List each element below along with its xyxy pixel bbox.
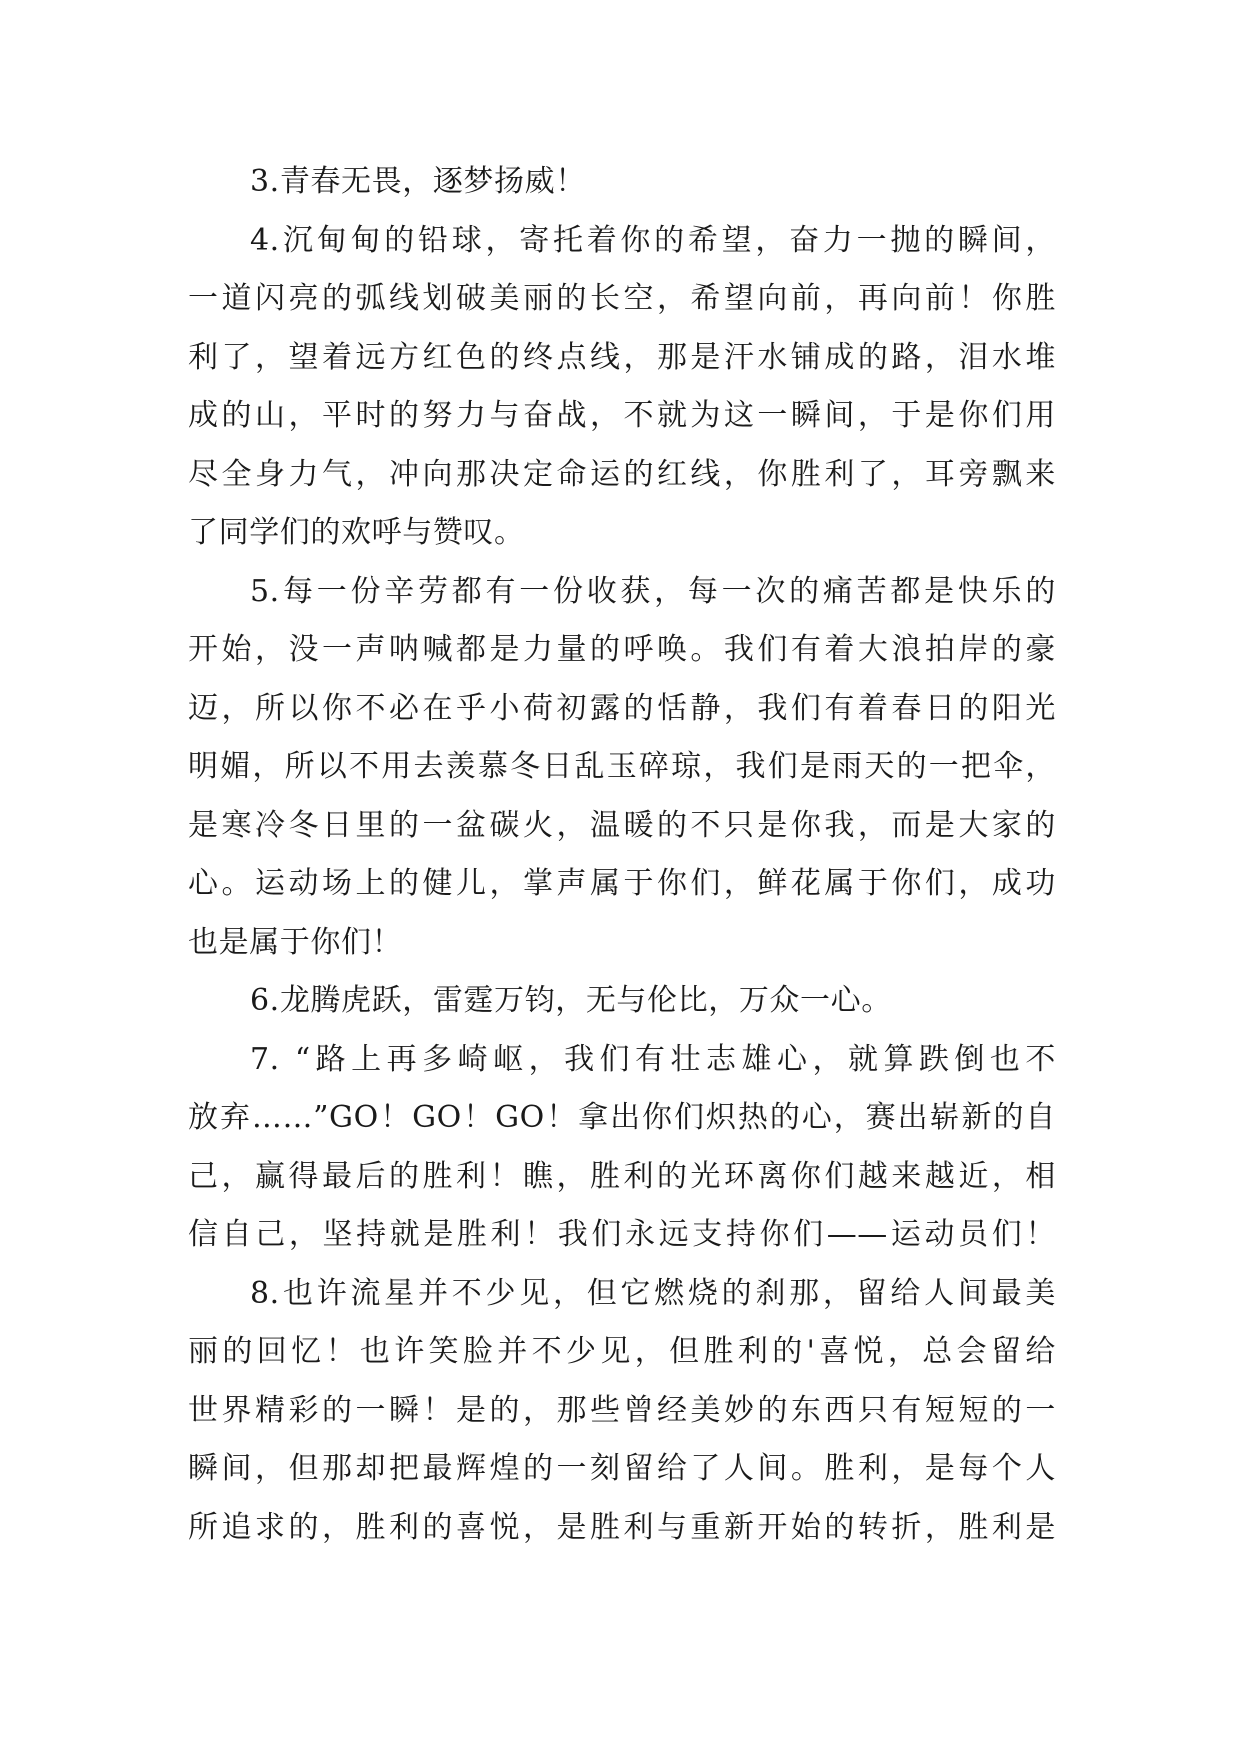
text-line: 3.青春无畏，逐梦扬威！: [250, 164, 586, 199]
text-line: 开始，没一声呐喊都是力量的呼唤。我们有着大浪拍岸的豪: [188, 632, 1056, 667]
paragraph-4: [188, 212, 1056, 563]
text-line: 明媚，所以不用去羡慕冬日乱玉碎琼，我们是雨天的一把伞，: [188, 749, 1056, 784]
text-line: 放弃……”GO！GO！GO！拿出你们炽热的心，赛出崭新的自: [188, 1100, 1056, 1135]
text-line: 是寒冷冬日里的一盆碳火，温暖的不只是你我，而是大家的: [188, 807, 1056, 843]
paragraph-3: [188, 153, 1056, 212]
text-line: 迈，所以你不必在乎小荷初露的恬静，我们有着春日的阳光: [188, 690, 1056, 726]
text-line: 了同学们的欢呼与赞叹。: [188, 515, 525, 550]
text-line: 一道闪亮的弧线划破美丽的长空，希望向前，再向前！你胜: [188, 281, 1056, 316]
text-line: 丽的回忆！也许笑脸并不少见，但胜利的'喜悦，总会留给: [188, 1334, 1056, 1369]
text-line: 信自己，坚持就是胜利！我们永远支持你们——运动员们！: [188, 1217, 1056, 1252]
paragraph-5: [188, 563, 1056, 973]
document-body: [188, 153, 1056, 1557]
paragraph-7: [188, 1031, 1056, 1265]
paragraph-6: [188, 972, 1056, 1031]
text-line: 尽全身力气，冲向那决定命运的红线，你胜利了，耳旁飘来: [188, 456, 1056, 492]
text-line: 5.每一份辛劳都有一份收获，每一次的痛苦都是快乐的: [250, 573, 1056, 609]
text-line: 也是属于你们！: [188, 924, 403, 960]
text-line: 瞬间，但那却把最辉煌的一刻留给了人间。胜利，是每个人: [188, 1451, 1056, 1486]
text-line: 心。运动场上的健儿，掌声属于你们，鲜花属于你们，成功: [188, 866, 1056, 901]
paragraph-8: [188, 1265, 1056, 1558]
text-line: 成的山，平时的努力与奋战，不就为这一瞬间，于是你们用: [188, 398, 1056, 433]
text-line: 4.沉甸甸的铅球，寄托着你的希望，奋力一抛的瞬间，: [250, 222, 1056, 258]
text-line: 6.龙腾虎跃，雷霆万钧，无与伦比，万众一心。: [250, 983, 892, 1018]
text-line: 世界精彩的一瞬！是的，那些曾经美妙的东西只有短短的一: [188, 1392, 1056, 1428]
text-line: 7. “路上再多崎岖，我们有壮志雄心，就算跌倒也不: [250, 1041, 1056, 1077]
text-line: 己，赢得最后的胜利！瞧，胜利的光环离你们越来越近，相: [188, 1158, 1056, 1194]
text-line: 利了，望着远方红色的终点线，那是汗水铺成的路，泪水堆: [188, 339, 1056, 375]
text-line: 所追求的，胜利的喜悦，是胜利与重新开始的转折，胜利是: [188, 1509, 1056, 1545]
text-line: 8.也许流星并不少见，但它燃烧的刹那，留给人间最美: [250, 1275, 1056, 1311]
